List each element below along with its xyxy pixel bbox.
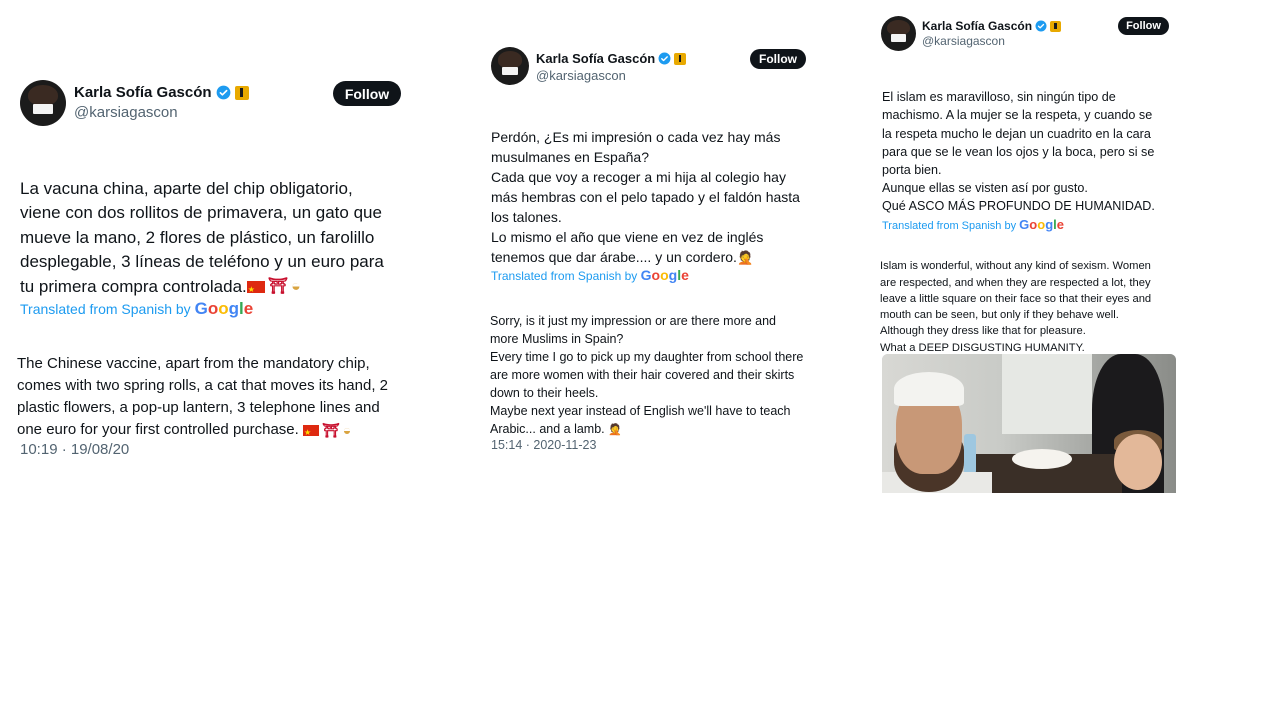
author-name-row <box>536 51 686 66</box>
avatar[interactable] <box>491 47 529 85</box>
translated-prefix: Translated from Spanish by <box>491 269 638 283</box>
author-name[interactable]: Karla Sofía Gascón <box>922 19 1033 33</box>
verified-check-icon <box>658 52 671 65</box>
google-logo: Google <box>194 299 254 318</box>
translated-prefix: Translated from Spanish by <box>882 220 1017 232</box>
author-handle[interactable]: @karsiagascon <box>74 104 178 121</box>
translated-prefix: Translated from Spanish by <box>20 301 191 317</box>
tweet-translation <box>17 331 417 441</box>
verified-check-icon <box>216 85 231 100</box>
verified-check-icon <box>1035 20 1047 32</box>
tweet-body <box>20 152 420 299</box>
torii-gate-emoji-2: ⛩ <box>322 422 340 439</box>
translation-text: The Chinese vaccine, apart from the mandatory chip, comes with two spring rolls, a cat that moves its hand, 2 plastic flowers, a pop-up lantern, 3 telephone lines and one euro for your first controlled purchase. <box>17 355 388 438</box>
author-handle[interactable]: @karsiagascon <box>536 68 626 83</box>
tweet-body <box>882 70 1182 216</box>
noodle-bowl-emoji-2: ◒ <box>342 422 352 439</box>
follow-button[interactable]: Follow <box>1118 17 1169 35</box>
noodle-bowl-emoji: ◒ <box>291 277 301 295</box>
gold-square-badge-icon <box>235 86 249 100</box>
tweet-translation <box>880 242 1180 356</box>
google-logo: Google <box>640 267 689 283</box>
tweet-body-text: El islam es maravilloso, sin ningún tipo de machismo. A la mujer se la respeta, y cuando se la respeta mucho le dejan un cuadrito en la cara para que se le vean los ojos y la boca, pero si se porta bien. Aunque ellas se visten así por gusto. Qué ASCO MÁS PROFUNDO DE HUMANIDAD. <box>882 90 1155 214</box>
avatar[interactable] <box>20 80 66 126</box>
avatar[interactable] <box>881 16 916 51</box>
timestamp[interactable]: 10:19 · 19/08/20 <box>20 441 130 458</box>
follow-button[interactable]: Follow <box>750 49 806 69</box>
tweet-body-text: Perdón, ¿Es mi impresión o cada vez hay más musulmanes en España? Cada que voy a recoger a mi hija al colegio hay más hembras con el pelo tapado y el faldón hasta los talones. Lo mismo el año que viene en vez de inglés tenemos que dar árabe.... y un cordero. <box>491 129 800 265</box>
translation-text: Sorry, is it just my impression or are there more and more Muslims in Spain? Every time I go to pick up my daughter from school there are more women with their hair covered and their skirts down to their heels. Maybe next year instead of English we'll have to teach Arabic... and a lamb. <box>490 314 804 436</box>
tweet-translation <box>490 294 830 439</box>
author-name[interactable]: Karla Sofía Gascón <box>536 51 656 66</box>
translation-text: Islam is wonderful, without any kind of sexism. Women are respected, and when they are respected a lot, they leave a little square on their face so that their eyes and mouth can be seen, but only if they behave well. Although they dress like that for pleasure. What a DEEP DISGUSTING HUMANITY. <box>880 260 1152 354</box>
translated-from-label[interactable] <box>882 217 1064 232</box>
author-handle[interactable]: @karsiagascon <box>922 34 1005 48</box>
timestamp[interactable]: 15:14 · 2020-11-23 <box>491 438 597 452</box>
author-name-row <box>922 19 1061 33</box>
gold-square-badge-icon <box>1050 21 1061 32</box>
gold-square-badge-icon <box>674 53 686 65</box>
author-name-row <box>74 84 249 101</box>
china-flag-emoji-2 <box>303 425 319 436</box>
china-flag-emoji <box>247 281 265 293</box>
author-name[interactable]: Karla Sofía Gascón <box>74 84 212 101</box>
woman-facepalming-emoji-2: 🤦 <box>608 423 622 436</box>
tweet-body-text: La vacuna china, aparte del chip obligatorio, viene con dos rollitos de primavera, un gato que mueve la mano, 2 flores de plástico, un farolillo desplegable, 3 líneas de teléfono y un euro para tu primera compra controlada. <box>20 178 384 296</box>
translated-from-label[interactable] <box>491 267 689 283</box>
tweet-body <box>491 107 831 268</box>
tweet-photo[interactable] <box>882 354 1176 493</box>
follow-button[interactable]: Follow <box>333 81 401 106</box>
translated-from-label[interactable] <box>20 299 253 319</box>
woman-facepalming-emoji: 🤦 <box>736 250 754 266</box>
google-logo: Google <box>1019 217 1065 232</box>
torii-gate-emoji: ⛩ <box>267 277 289 295</box>
